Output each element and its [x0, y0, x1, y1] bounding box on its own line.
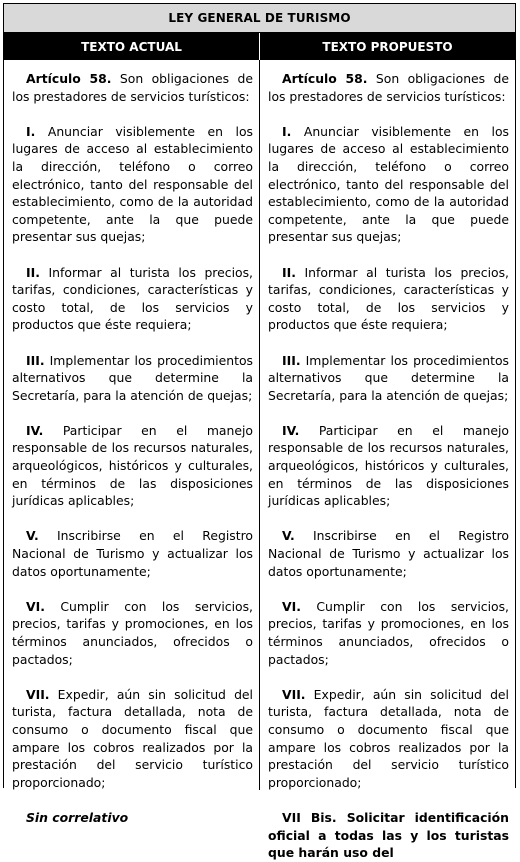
item-number: I. [26, 123, 36, 139]
header-texto-propuesto: TEXTO PROPUESTO [322, 39, 453, 54]
item-paragraph [268, 527, 509, 580]
item-paragraph [12, 264, 253, 334]
column-headers [4, 33, 515, 60]
item-text: Informar al turista los precios, tarifas, condiciones, características y costo total, de los servicios y productos que éste requiera; [268, 264, 509, 333]
item-text: Inscribirse en el Registro Nacional de Turismo y actualizar los datos oportunamente; [12, 528, 253, 579]
item-number: IV. [26, 422, 44, 438]
table-body [4, 60, 515, 861]
item-number: V. [26, 528, 39, 544]
item-text: Inscribirse en el Registro Nacional de Turismo y actualizar los datos oportunamente; [268, 528, 509, 579]
item-paragraph [12, 598, 253, 668]
item-paragraph [268, 264, 509, 334]
article-label: Artículo 58. [26, 71, 112, 86]
item-number: VII. [282, 686, 306, 702]
item-number: I. [282, 123, 292, 139]
item-number: VI. [26, 598, 45, 614]
sin-correlativo: Sin correlativo [26, 809, 129, 825]
item-paragraph [268, 123, 509, 246]
article-intro-text: Son obligaciones de los prestadores de servicios turísticos: [268, 71, 509, 104]
article-intro [12, 70, 253, 105]
new-item-vii-bis: VII Bis. Solicitar identificación oficial a todas las y los turistas que harán uso del [268, 809, 509, 861]
item-text: Implementar los procedimientos alternativos que determine la Secretaría, para la atención de quejas; [12, 352, 253, 403]
item-number: II. [282, 264, 296, 280]
item-number: III. [26, 352, 45, 368]
item-paragraph [12, 527, 253, 580]
item-paragraph [12, 422, 253, 510]
item-number: VI. [282, 598, 301, 614]
item-paragraph [268, 422, 509, 510]
article-label: Artículo 58. [282, 71, 368, 86]
article-intro [268, 70, 509, 105]
item-text: Anunciar visiblemente en los lugares de acceso al establecimiento la dirección, teléfono o correo electrónico, tanto del responsable del establecimiento, como de la autoridad competente, ante la que puede presentar sus quejas; [12, 123, 253, 245]
item-text: Expedir, aún sin solicitud del turista, factura detallada, nota de consumo o documento fiscal que ampare los cobros realizados por la prestación del servicio turístico proporcionado; [268, 686, 509, 790]
item-paragraph [12, 686, 253, 792]
item-paragraph [268, 352, 509, 405]
law-title: LEY GENERAL DE TURISMO [4, 4, 515, 33]
item-text: Expedir, aún sin solicitud del turista, factura detallada, nota de consumo o documento fiscal que ampare los cobros realizados por la prestación del servicio turístico proporcionado; [12, 686, 253, 790]
item-text: Participar en el manejo responsable de los recursos naturales, arqueológicos, históricos y culturales, en términos de las disposiciones jurídicas aplicables; [268, 422, 509, 509]
item-number: IV. [282, 422, 300, 438]
item-paragraph [12, 352, 253, 405]
comparison-table [3, 3, 516, 861]
item-number: II. [26, 264, 40, 280]
item-paragraph [12, 123, 253, 246]
item-number: V. [282, 528, 295, 544]
item-text: Informar al turista los precios, tarifas, condiciones, características y costo total, de los servicios y productos que éste requiera; [12, 264, 253, 333]
item-text: Anunciar visiblemente en los lugares de acceso al establecimiento la dirección, teléfono o correo electrónico, tanto del responsable del establecimiento, como de la autoridad competente, ante la que puede presentar sus quejas; [268, 123, 509, 245]
item-number: VII. [26, 686, 50, 702]
item-number: III. [282, 352, 301, 368]
item-text: Implementar los procedimientos alternativos que determine la Secretaría, para la atención de quejas; [268, 352, 509, 403]
column-texto-propuesto [260, 60, 515, 861]
item-paragraph [268, 686, 509, 792]
item-paragraph [268, 598, 509, 668]
header-texto-actual: TEXTO ACTUAL [4, 33, 260, 60]
item-text: Cumplir con los servicios, precios, tarifas y promociones, en los términos anunciados, ofrecidos o pactados; [12, 598, 253, 667]
column-texto-actual [4, 60, 260, 825]
article-intro-text: Son obligaciones de los prestadores de servicios turísticos: [12, 71, 253, 104]
item-text: Cumplir con los servicios, precios, tarifas y promociones, en los términos anunciados, ofrecidos o pactados; [268, 598, 509, 667]
item-text: Participar en el manejo responsable de los recursos naturales, arqueológicos, históricos y culturales, en términos de las disposiciones jurídicas aplicables; [12, 422, 253, 509]
